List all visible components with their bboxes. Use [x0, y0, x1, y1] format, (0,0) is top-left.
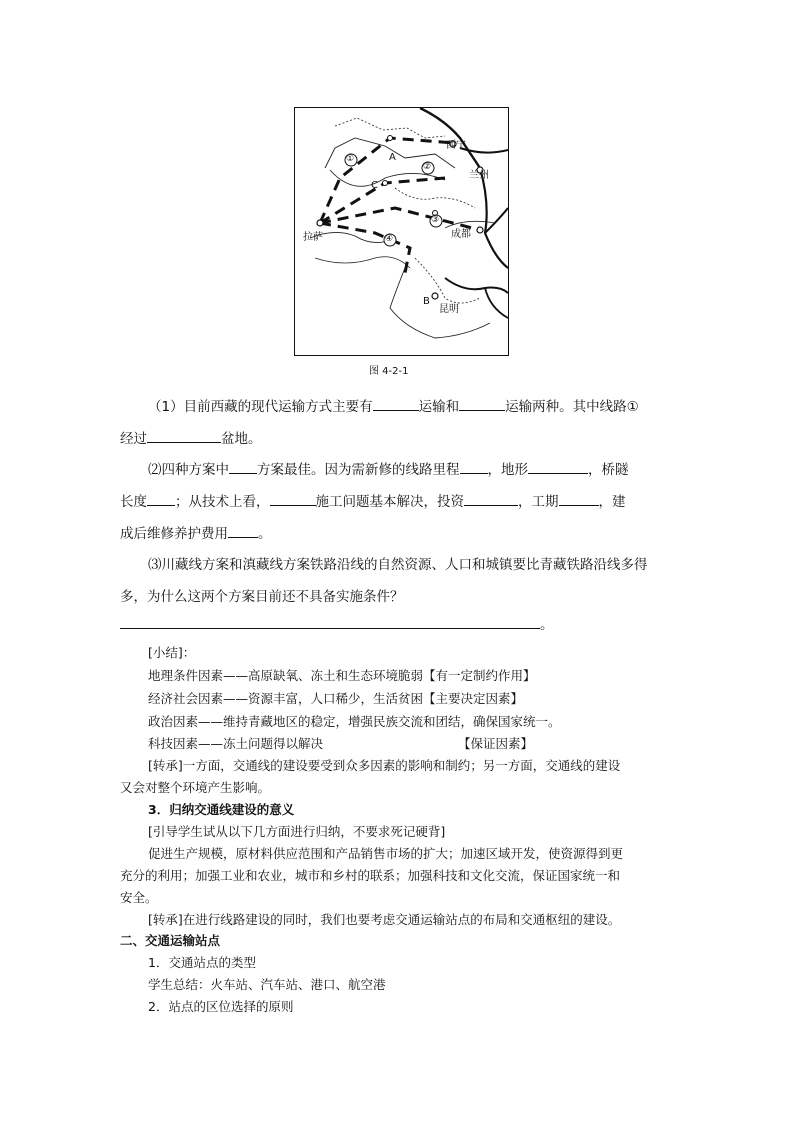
- q1-blank-1[interactable]: [373, 396, 419, 411]
- question-3-line-2: 多，为什么这两个方案目前还不具备实施条件？: [120, 589, 404, 605]
- map-drawing: [295, 108, 508, 355]
- summary-line-4-tag: 【保证因素】: [458, 736, 534, 751]
- kunming-label: 昆明: [439, 304, 459, 315]
- part-2-item-1-summary: 学生总结：火车站、汽车站、港口、航空港: [148, 977, 386, 992]
- q2-blank-5[interactable]: [270, 491, 316, 506]
- summary-line-3: 政治因素——维持青藏地区的稳定，增强民族交流和团结，确保国家统一。: [148, 714, 561, 729]
- section-3-paragraph-line-1: 促进生产规模，原材料供应范围和产品销售市场的扩大；加速区域开发，使资源得到更: [148, 846, 624, 861]
- q1-text-d: 经过: [120, 431, 147, 447]
- q1-text-a: （1）目前西藏的现代运输方式主要有: [148, 399, 373, 415]
- route-2-label: ②: [423, 162, 432, 172]
- q3-answer-blank[interactable]: [120, 614, 540, 629]
- q2-text-b: 方案最佳。因为需新修的线路里程: [257, 462, 460, 478]
- transition-1-line-1: [转承]一方面，交通线的建设要受到众多因素的影响和制约；另一方面，交通线的建设: [148, 758, 621, 773]
- q2-text-d: ，桥隧: [588, 462, 629, 478]
- question-1-line-1: [148, 395, 639, 415]
- q1-text-b: 运输和: [418, 399, 460, 415]
- q2-blank-8[interactable]: [228, 523, 258, 538]
- q3-end-mark: 。: [540, 617, 554, 633]
- question-2-line-2: [120, 490, 626, 510]
- route-map-figure: [294, 107, 509, 356]
- q2-blank-6[interactable]: [464, 491, 518, 506]
- route-1-label: ①: [346, 154, 355, 164]
- question-2-line-3: [120, 522, 272, 542]
- q1-blank-2[interactable]: [459, 396, 505, 411]
- region-a-label: A: [389, 152, 396, 163]
- route-3-label: ③: [431, 215, 440, 225]
- q2-text-j: 成后维修养护费用: [120, 526, 228, 542]
- part-2-item-2: 2．站点的区位选择的原则: [148, 999, 294, 1014]
- q2-text-f: ；从技术上看，: [175, 494, 270, 510]
- question-3-line-1: ⑶川藏线方案和滇藏线方案铁路沿线的自然资源、人口和城镇要比青藏铁路沿线多得: [148, 557, 648, 573]
- q2-blank-3[interactable]: [528, 459, 588, 474]
- chengdu-label: 成都: [451, 229, 471, 240]
- part-2-item-1: 1．交通站点的类型: [148, 955, 256, 970]
- q2-blank-1[interactable]: [229, 459, 257, 474]
- transition-1-line-2: 又会对整个环境产生影响。: [120, 780, 271, 795]
- transition-2: [转承]在进行线路建设的同时，我们也要考虑交通运输站点的布局和交通枢纽的建设。: [148, 912, 621, 927]
- question-2-line-1: [148, 458, 629, 478]
- summary-line-4: 科技因素——冻土问题得以解决: [148, 736, 324, 751]
- question-3-answer-line: [120, 613, 554, 633]
- part-2-heading: 二、交通运输站点: [120, 933, 221, 948]
- figure-caption: 图 4-2-1: [369, 366, 409, 377]
- lanzhou-label: 兰州: [469, 170, 489, 181]
- summary-line-1: 地理条件因素——高原缺氧、冻土和生态环境脆弱【有一定制约作用】: [148, 668, 536, 683]
- q2-text-h: ，工期: [518, 494, 559, 510]
- summary-line-2: 经济社会因素——资源丰富，人口稀少，生活贫困【主要决定因素】: [148, 691, 524, 706]
- q2-blank-2[interactable]: [460, 459, 488, 474]
- q1-text-e: 盆地。: [221, 431, 262, 447]
- q2-text-c: ，地形: [487, 462, 528, 478]
- section-3-heading: 3．归纳交通线建设的意义: [148, 802, 295, 817]
- route-4-label: ④: [385, 234, 394, 244]
- region-b-label: B: [423, 296, 430, 307]
- q1-text-c: 运输两种。其中线路①: [505, 399, 639, 415]
- xining-label: 西宁: [446, 140, 466, 151]
- q2-text-a: ⑵四种方案中: [148, 462, 229, 478]
- q2-blank-4[interactable]: [147, 491, 175, 506]
- section-3-paragraph-line-3: 安全。: [120, 890, 158, 905]
- summary-title: [小结]：: [148, 645, 196, 660]
- region-c-label: C: [371, 180, 378, 191]
- question-1-line-2: [120, 427, 262, 447]
- q2-text-g: 施工问题基本解决，投资: [315, 494, 464, 510]
- q2-text-i: ，建: [598, 494, 626, 510]
- section-3-guide: [引导学生试从以下几方面进行归纳，不要求死记硬背]: [148, 824, 446, 839]
- lasa-label: 拉萨: [303, 232, 323, 243]
- q1-blank-3[interactable]: [147, 428, 221, 443]
- q2-text-k: 。: [258, 526, 272, 542]
- q2-blank-7[interactable]: [559, 491, 599, 506]
- section-3-paragraph-line-2: 充分的利用；加强工业和农业，城市和乡村的联系；加强科技和文化交流，保证国家统一和: [120, 868, 621, 883]
- q2-text-e: 长度: [120, 494, 147, 510]
